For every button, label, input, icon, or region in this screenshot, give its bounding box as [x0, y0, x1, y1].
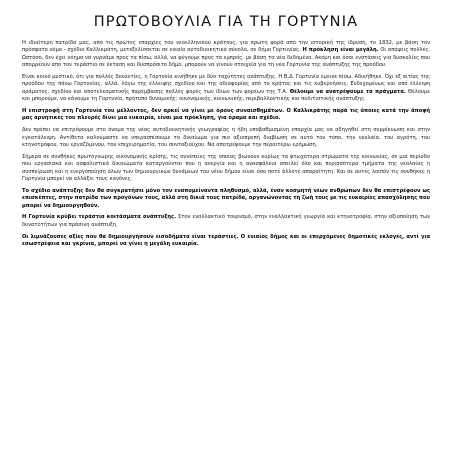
bold-text: Η πρόκληση είναι μεγάλη.: [302, 47, 379, 54]
bold-text: Το σχέδιο ανάπτυξης δεν θα συγκρατήσει μόνο τον εναπομείναντα πληθυσμό, αλλά, έναν κοσμητή νέων ανθρώπων δεν θα επιστρέφουν ως επισκέπτες, στην πατρίδα των προγόνων τους, αλλά στη δικιά τους πατρίδα, οργανώνοντας τη ζωή τους με τις ευκαιρίες απασχόλησης που μπορεί να δημιουργηθούν.: [22, 187, 430, 209]
document-page: [22, 14, 430, 253]
bold-text: Οι λιμνάζουσες αξίες που θα δημιουργήσουν εισοδήματα είναι τεράστιες. Ο ενιαίος δήμος και οι επερχόμενες δημοτικές εκλογές, αντί για εσωστρέφεια και γκρίνια, μπορεί να γίνει η μεγάλη ευκαιρία.: [22, 233, 430, 248]
text-run: Η ιδιαίτερη πατρίδα μας, από τις πρώτες επαρχίες του νεοελληνικού κράτους, για πρώτη φορά από την ιστορική της ίδρυση, το 1832, με βάση τον πρόσφατο νόμο - σχέδιο Καλλικράτη, μετεξελίσσεται σε ενιαίο αυτοδιοικητικό σύνολο, σε δήμο Γορτυνίας.: [22, 40, 430, 54]
paragraph: [22, 40, 430, 70]
text-run: Σήμερα σε συνθήκες πρωτόγνωρης οικονομικής κρίσης, τις συνέπειες της οποίας βιώνουν κυρίως τα φτωχότερα στρώματα της κοινωνίας, σε μια περίοδο που εργασιακά και ασφαλιστικά δικαιώματα καταργούνται που η ανεργία και η ανασφάλεια απειλεί όλο και περισσότερα τμήματα της νεολαίας η συσπείρωση και η ενεργοποίηση όλων των δημιουργικών δυνάμεων του νέου δήμου είναι όσο ποτέ άλλοτε απαραίτητη. Και σε αυτές λοιπόν τις συνθήκες η Γορτυνία μπορεί να αλλάξει τους κανόνες.: [22, 153, 430, 183]
bold-text: Η Γορτυνία κρύβει τεράστια κοιτάσματα ανάπτυξης.: [22, 214, 177, 221]
text-run: Οι απόψεις πολλές. Ωστόσο, δεν έχει νόημα να γυρνάμε προς τα πίσω, αλλά, να φύγουμε προς τα εμπρός, με βάση τα νέα δεδομένα. Ακόμη και όσοι ενστάσεις για δυσκολίες που απορρέουν από τον τεράστιο σε έκταση και δυσπρόσιτο δήμο, μπορούν να γίνουν στοιχεία για τη νέα Γορτυνία της ανάπτυξης της προόδου.: [22, 47, 431, 69]
paragraph: [22, 74, 430, 104]
paragraph: [22, 188, 430, 210]
paragraph: [22, 154, 430, 184]
text-run: Θέλουμε και μπορούμε, να κάνουμε τη Γορτυνία, πρότυπο δυναμικής: οικονομικής, κοινωνικής, περιβαλλοντικής και πολιτιστικής ανάπτυξης.: [22, 88, 430, 103]
page-title: ΠΡΩΤΟΒΟΥΛΙΑ ΓΙΑ ΤΗ ΓΟΡΤΥΝΙΑ: [93, 14, 359, 30]
paragraph: [22, 127, 430, 149]
paragraph: [22, 108, 430, 123]
paragraph: [22, 234, 430, 249]
bold-text: Θέλουμε να ανατρέψουμε τα πράγματα.: [289, 88, 406, 95]
text-run: Δεν πρέπει να επιτρέψουμε στο όνομα της νέας αυτοδιοικητικής γεωγραφίας η ήδη υποβαθμισμένη επαρχία μας να οδηγηθεί στη συρρίκνωση και στην εγκατάλειψη. Αντίθετα καλούμαστε να υπερασπίσουμε το δικαίωμα για πιο αξιοπρεπή διαβίωση σε αυτό τον τόπο, την νεολαία, του αγρότη, του κτηνοτρόφου, του εργαζόμενου, του επιχειρηματία, του συνταξιούχου. Να αποτρέψουμε την περαιτέρω ερήμωση.: [22, 127, 430, 149]
text-run: Στον εναλλακτικό τουρισμό, στην εναλλακτική γεωργία και κτηνοτροφία, στην αξιοποίηση των δυνατοτήτων για πράσινη ανάπτυξη.: [22, 214, 430, 228]
article-body: [22, 40, 430, 248]
text-run: Είναι κοινό μυστικό, ότι για πολλές δεκαετίες, η Γορτυνία κινήθηκε με δύο ταχύτητες ανάπτυξης. Η Β.Δ. Γορτυνία έμεινε πίσω. Αδικήθηκε. Όχι εξ αιτίας της προόδου της πάνω Γορτυνίας, αλλά, λόγω της έλλειψης σχεδίου και της αδιαφορίας από το κράτος και τις κυβερνήσεις. Ενδεχομένως και από έλλειψη οράματος, σχεδίου και αποτελεσματικής παρέμβασης πολλές φορές των ίδιων των φορέων της Τ.Α.: [22, 74, 430, 95]
bold-text: Η επιστροφή στη Γορτυνία του μέλλοντος, δεν αρκεί να γίνει με όρους συναισθημάτων. Ο Καλλικράτης παρά τις όποιες κατά την άποψή μας αρνητικές του πλευρές δίνει μια ευκαιρία, είναι μια πρόκληση, για όραμα και σχέδιο.: [22, 108, 430, 122]
paragraph: [22, 214, 430, 229]
